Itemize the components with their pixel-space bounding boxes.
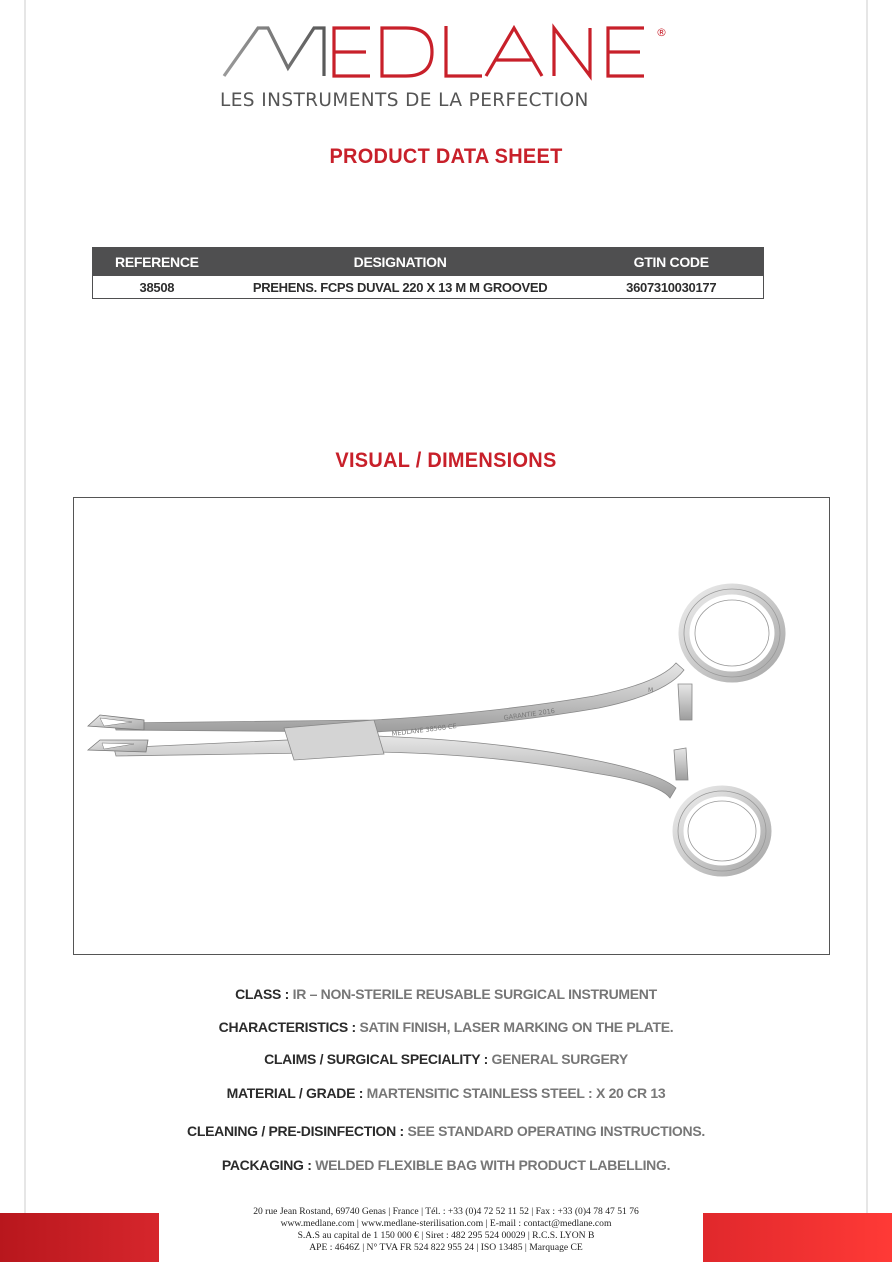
spec-claims [0,1051,892,1067]
spec-material [0,1085,892,1101]
spec-value: MARTENSITIC STAINLESS STEEL : X 20 CR 13 [363,1085,666,1101]
footer-registration: APE : 4646Z | N° TVA FR 524 822 955 24 | ISO 13485 | Marquage CE [309,1242,583,1253]
page-border-right [866,0,868,1262]
spec-label: PACKAGING : [221,1157,312,1173]
product-data-sheet-title: PRODUCT DATA SHEET [329,145,563,168]
visual-dimensions-title: VISUAL / DIMENSIONS [335,449,557,472]
cell-designation: PREHENS. FCPS DUVAL 220 X 13 M M GROOVED [221,276,580,299]
footer-web: www.medlane.com | www.medlane-sterilisation.com | E-mail : contact@medlane.com [280,1218,612,1229]
spec-cleaning [0,1123,892,1139]
product-visual-frame [73,497,830,955]
spec-label: CLASS : [235,986,290,1002]
forceps-illustration [74,498,831,956]
table-row [93,276,764,299]
spec-value: SEE STANDARD OPERATING INSTRUCTIONS. [403,1123,705,1139]
spec-label: MATERIAL / GRADE : [226,1085,364,1101]
header-gtin-code: GTIN CODE [579,248,763,276]
spec-value: WELDED FLEXIBLE BAG WITH PRODUCT LABELLING. [311,1157,671,1173]
spec-class [0,986,892,1002]
header-reference: REFERENCE [93,248,221,276]
header-designation: DESIGNATION [221,248,580,276]
engraving-warranty: GARANTIE 2016 [503,706,556,722]
reference-table [92,247,764,299]
spec-value: SATIN FINISH, LASER MARKING ON THE PLATE. [355,1019,674,1035]
company-footer [0,1206,892,1254]
spec-label: CLAIMS / SURGICAL SPECIALITY : [264,1051,488,1067]
spec-label: CLEANING / PRE-DISINFECTION : [187,1123,404,1139]
spec-characteristics [0,1019,892,1035]
cell-gtin-code: 3607310030177 [579,276,763,299]
table-header-row [93,248,764,276]
spec-value: IR – NON-STERILE REUSABLE SURGICAL INSTRUMENT [289,986,657,1002]
footer-legal: S.A.S au capital de 1 150 000 € | Siret : 482 295 524 00029 | R.C.S. LYON B [297,1230,595,1241]
page-border-left [24,0,26,1262]
cell-reference: 38508 [93,276,221,299]
engraving-brand: MEDLANE 38508 CE [391,722,458,738]
brand-tagline: LES INSTRUMENTS DE LA PERFECTION [220,90,589,111]
spec-label: CHARACTERISTICS : [218,1019,356,1035]
registered-mark: ® [656,26,667,39]
spec-packaging [0,1157,892,1173]
engraving-size: M [648,687,654,694]
spec-value: GENERAL SURGERY [487,1051,628,1067]
footer-address: 20 rue Jean Rostand, 69740 Genas | France | Tél. : +33 (0)4 72 52 11 52 | Fax : +33 (0)4 78 47 51 76 [253,1206,639,1217]
